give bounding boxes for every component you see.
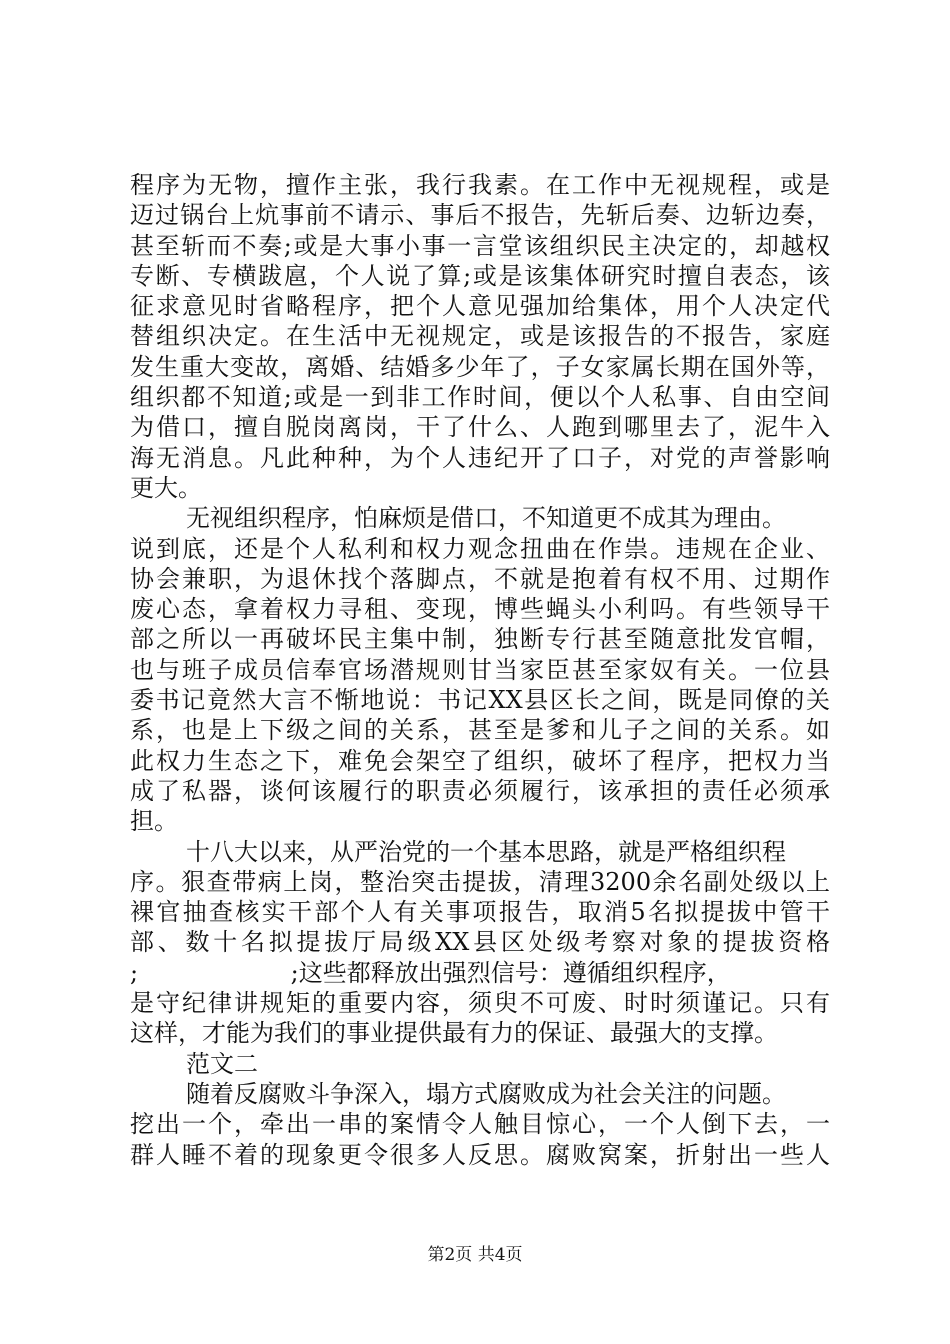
text-line: 部之所以一再破坏民主集中制，独断专行甚至随意批发官帽， bbox=[130, 625, 830, 654]
text-line: 协会兼职，为退休找个落脚点，不就是抱着有权不用、过期作 bbox=[130, 564, 830, 593]
text-line: 组织都不知道;或是一到非工作时间，便以个人私事、自由空间 bbox=[130, 383, 830, 412]
text-line: 这样，才能为我们的事业提供最有力的保证、最强大的支撑。 bbox=[130, 1019, 778, 1048]
text-line: 也与班子成员信奉官场潜规则甘当家臣甚至家奴有关。一位县 bbox=[130, 655, 830, 684]
text-line: 甚至斩而不奏;或是大事小事一言堂该组织民主决定的，却越权 bbox=[130, 231, 830, 260]
body-text bbox=[130, 170, 830, 1170]
text-line: 群人睡不着的现象更令很多人反思。腐败窝案，折射出一些人 bbox=[130, 1140, 830, 1169]
text-line: 是守纪律讲规矩的重要内容，须臾不可废、时时须谨记。只有 bbox=[130, 989, 830, 1018]
text-line: 委书记竟然大言不惭地说：书记XX县区长之间，既是同僚的关 bbox=[130, 686, 830, 715]
text-line: 此权力生态之下，难免会架空了组织，破坏了程序，把权力当 bbox=[130, 746, 830, 775]
text-line: 无视组织程序，怕麻烦是借口，不知道更不成其为理由。 bbox=[186, 504, 786, 533]
text-line: 征求意见时省略程序，把个人意见强加给集体，用个人决定代 bbox=[130, 292, 830, 321]
text-line: 为借口，擅自脱岗离岗，干了什么、人跑到哪里去了，泥牛入 bbox=[130, 413, 830, 442]
text-line: 专断、专横跋扈，个人说了算;或是该集体研究时擅自表态，该 bbox=[130, 261, 830, 290]
text-line: 系，也是上下级之间的关系，甚至是爹和儿子之间的关系。如 bbox=[130, 716, 830, 745]
text-line: 十八大以来，从严治党的一个基本思路，就是严格组织程 bbox=[186, 837, 786, 866]
page-footer: 第2页 共4页 bbox=[427, 1245, 523, 1265]
text-line: 随着反腐败斗争深入，塌方式腐败成为社会关注的问题。 bbox=[186, 1079, 786, 1108]
text-line: 说到底，还是个人私利和权力观念扭曲在作祟。违规在企业、 bbox=[130, 534, 830, 563]
text-line: 程序为无物，擅作主张，我行我素。在工作中无视规程，或是 bbox=[130, 171, 830, 199]
text-line: 序。狠查带病上岗，整治突击提拔，清理3200余名副处级以上 bbox=[130, 867, 830, 896]
text-line: 发生重大变故，离婚、结婚多少年了，子女家属长期在国外等， bbox=[130, 352, 830, 381]
text-line: 更大。 bbox=[130, 473, 202, 502]
text-line: ; ;这些都释放出强烈信号：遵循组织程序， bbox=[130, 958, 731, 987]
text-line: 挖出一个，牵出一串的案情令人触目惊心，一个人倒下去，一 bbox=[130, 1110, 830, 1139]
text-line: 海无消息。凡此种种，为个人违纪开了口子，对党的声誉影响 bbox=[130, 443, 830, 472]
section-heading: 范文二 bbox=[186, 1049, 258, 1078]
text-line: 废心态，拿着权力寻租、变现，博些蝇头小利吗。有些领导干 bbox=[130, 595, 830, 624]
text-line: 部、数十名拟提拔厅局级XX县区处级考察对象的提拔资格 bbox=[130, 928, 830, 957]
text-line: 迈过锅台上炕事前不请示、事后不报告，先斩后奏、边斩边奏， bbox=[130, 201, 830, 230]
text-line: 替组织决定。在生活中无视规定，或是该报告的不报告，家庭 bbox=[130, 322, 830, 351]
text-line: 成了私器，谈何该履行的职责必须履行，该承担的责任必须承 bbox=[130, 776, 830, 805]
text-line: 裸官抽查核实干部个人有关事项报告，取消5名拟提拔中管干 bbox=[130, 898, 830, 927]
text-line: 担。 bbox=[130, 807, 178, 836]
